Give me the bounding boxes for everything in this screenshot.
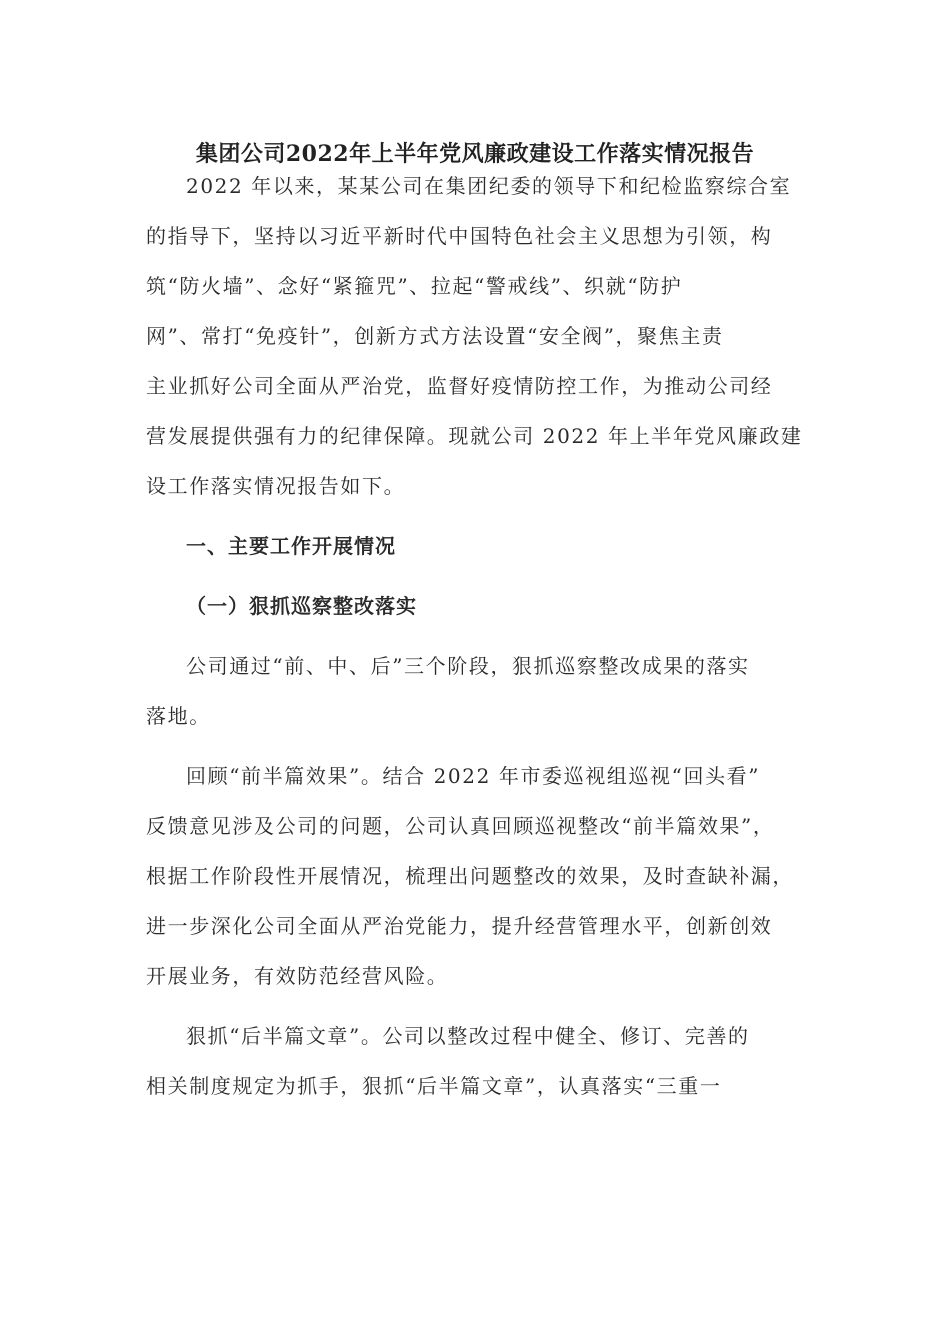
paragraph-line: 开展业务，有效防范经营风险。: [146, 964, 449, 988]
paragraph-line: 落地。: [146, 704, 211, 728]
paragraph-line: 相关制度规定为抓手，狠抓“后半篇文章”，认真落实“三重一: [146, 1074, 722, 1098]
document-title: 集团公司2022年上半年党风廉政建设工作落实情况报告: [195, 141, 755, 167]
paragraph-line: 进一步深化公司全面从严治党能力，提升经营管理水平，创新创效: [146, 914, 773, 938]
paragraph-line: 的指导下，坚持以习近平新时代中国特色社会主义思想为引领，构: [146, 224, 773, 248]
paragraph-line: 2022 年以来，某某公司在集团纪委的领导下和纪检监察综合室: [186, 174, 792, 198]
paragraph-line: 设工作落实情况报告如下。: [146, 474, 406, 498]
paragraph-line: 主业抓好公司全面从严治党，监督好疫情防控工作，为推动公司经: [146, 374, 773, 398]
paragraph-line: 营发展提供强有力的纪律保障。现就公司 2022 年上半年党风廉政建: [146, 424, 803, 448]
paragraph-line: 网”、常打“免疫针”，创新方式方法设置“安全阀”，聚焦主责: [146, 324, 724, 348]
paragraph-line: 筑“防火墙”、念好“紧箍咒”、拉起“警戒线”、织就“防护: [146, 274, 683, 298]
section-heading: 一、主要工作开展情况: [186, 534, 396, 558]
subsection-heading: （一）狠抓巡察整改落实: [186, 594, 417, 618]
paragraph-line: 反馈意见涉及公司的问题，公司认真回顾巡视整改“前半篇效果”，: [146, 814, 775, 838]
paragraph-line: 狠抓“后半篇文章”。公司以整改过程中健全、修订、完善的: [186, 1024, 750, 1048]
paragraph-line: 公司通过“前、中、后”三个阶段，狠抓巡察整改成果的落实: [186, 654, 750, 678]
paragraph-line: 回顾“前半篇效果”。结合 2022 年市委巡视组巡视“回头看”: [186, 764, 761, 788]
paragraph-line: 根据工作阶段性开展情况，梳理出问题整改的效果，及时查缺补漏，: [146, 864, 794, 888]
